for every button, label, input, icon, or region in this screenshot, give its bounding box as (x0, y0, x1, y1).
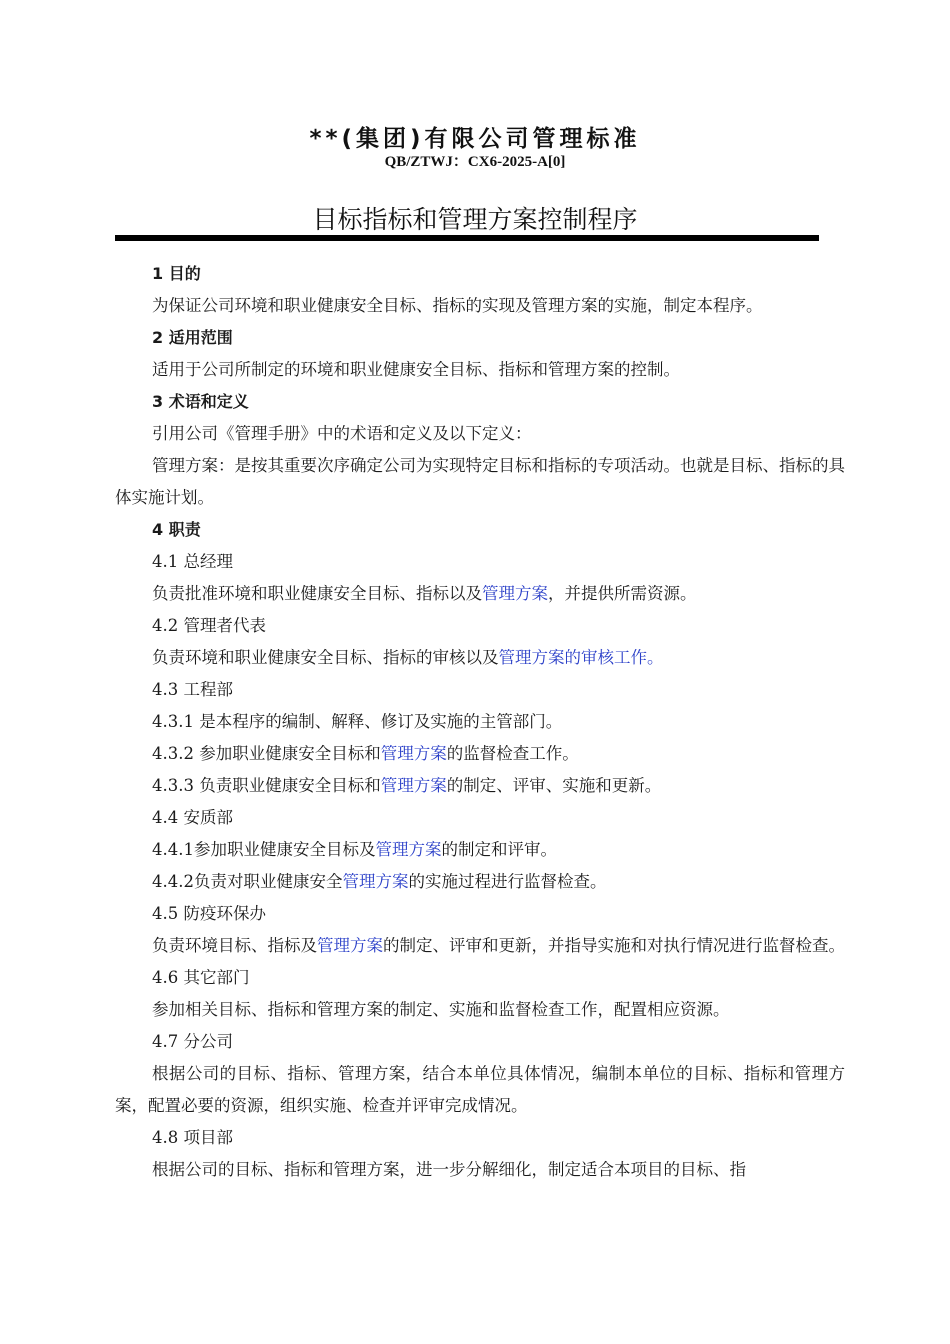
paragraph (115, 930, 845, 962)
document-code: QB/ZTWJ：CX6-2025-A[0] (384, 154, 566, 170)
text-run: 负责环境和职业健康安全目标、指标的审核以及 (152, 648, 499, 667)
subsection-heading: 4.1 总经理 (152, 552, 233, 571)
paragraph: 为保证公司环境和职业健康安全目标、指标的实现及管理方案的实施，制定本程序。 (152, 296, 763, 315)
management-plan-link[interactable]: 管理方案 (375, 840, 442, 859)
management-plan-link[interactable]: 管理方案 (342, 872, 409, 891)
subsection-heading: 4.6 其它部门 (152, 968, 250, 987)
section-heading-responsibilities: 4 职责 (152, 520, 201, 539)
subsection-heading: 4.7 分公司 (152, 1032, 233, 1051)
text-run: 4.3.3 负责职业健康安全目标和 (152, 776, 381, 795)
text-run: 4.3.2 参加职业健康安全目标和 (152, 744, 381, 763)
management-plan-link[interactable]: 管理方案 (317, 936, 383, 955)
paragraph (115, 770, 845, 802)
title-rule (115, 235, 819, 241)
text-run: 负责环境目标、指标及 (152, 936, 317, 955)
paragraph: 参加相关目标、指标和管理方案的制定、实施和监督检查工作，配置相应资源。 (152, 1000, 730, 1019)
paragraph: 管理方案：是按其重要次序确定公司为实现特定目标和指标的专项活动。也就是目标、指标的具体实施计划。 (115, 456, 845, 507)
text-run: 负责批准环境和职业健康安全目标、指标以及 (152, 584, 482, 603)
paragraph (115, 642, 845, 674)
document-title: 目标指标和管理方案控制程序 (312, 205, 638, 234)
text-run: 4.4.1参加职业健康安全目标及 (152, 840, 376, 859)
text-run: 的制定和评审。 (441, 840, 557, 859)
subsection-heading: 4.8 项目部 (152, 1128, 233, 1147)
paragraph: 适用于公司所制定的环境和职业健康安全目标、指标和管理方案的控制。 (152, 360, 680, 379)
paragraph: 4.3.1 是本程序的编制、解释、修订及实施的主管部门。 (152, 712, 563, 731)
section-heading-definitions: 3 术语和定义 (152, 392, 249, 411)
org-title: **(集团)有限公司管理标准 (309, 126, 641, 152)
text-run: 的实施过程进行监督检查。 (408, 872, 607, 891)
text-run: ，并提供所需资源。 (548, 584, 697, 603)
subsection-heading: 4.5 防疫环保办 (152, 904, 266, 923)
paragraph: 根据公司的目标、指标、管理方案，结合本单位具体情况，编制本单位的目标、指标和管理方案，配置必要的资源，组织实施、检查并评审完成情况。 (115, 1064, 845, 1115)
paragraph (115, 578, 845, 610)
subsection-heading: 4.2 管理者代表 (152, 616, 266, 635)
paragraph: 根据公司的目标、指标和管理方案，进一步分解细化，制定适合本项目的目标、指 (152, 1160, 746, 1179)
paragraph (115, 738, 845, 770)
management-plan-link[interactable]: 管理方案 (380, 776, 447, 795)
section-heading-scope: 2 适用范围 (152, 328, 233, 347)
management-plan-link[interactable]: 管理方案 (482, 584, 548, 603)
section-heading-purpose: 1 目的 (152, 264, 201, 283)
management-plan-review-link[interactable]: 管理方案的审核工作。 (498, 648, 664, 667)
text-run: 的监督检查工作。 (446, 744, 579, 763)
document-body (115, 258, 845, 1186)
paragraph (115, 866, 845, 898)
text-run: 的制定、评审和更新，并指导实施和对执行情况进行监督检查。 (383, 936, 845, 955)
text-run: 4.4.2负责对职业健康安全 (152, 872, 343, 891)
subsection-heading: 4.3 工程部 (152, 680, 233, 699)
paragraph: 引用公司《管理手册》中的术语和定义及以下定义： (152, 424, 532, 443)
text-run: 的制定、评审、实施和更新。 (446, 776, 662, 795)
management-plan-link[interactable]: 管理方案 (380, 744, 447, 763)
subsection-heading: 4.4 安质部 (152, 808, 233, 827)
paragraph (115, 834, 845, 866)
